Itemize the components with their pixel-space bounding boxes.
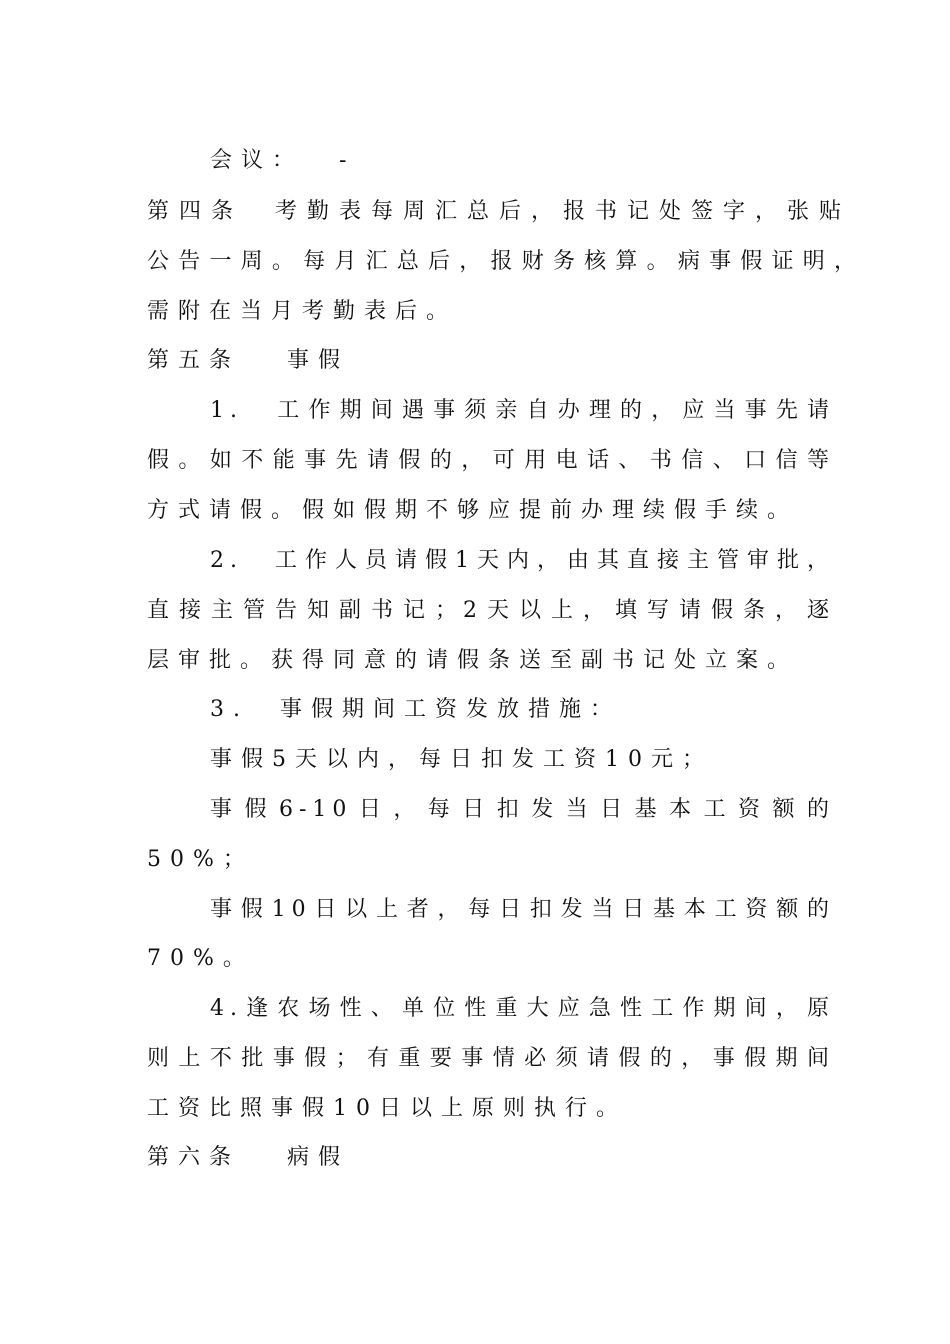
item-2-line-1: 2. 工作人员请假1天内，由其直接主管审批， <box>210 548 835 573</box>
item-2-line-3: 层审批。获得同意的请假条送至副书记处立案。 <box>147 648 799 673</box>
article-4-line-1: 第四条 考勤表每周汇总后，报书记处签字，张贴 <box>147 199 847 224</box>
article-4-line-2: 公告一周。每月汇总后，报财务核算。病事假证明， <box>147 249 862 274</box>
article-4-line-3: 需附在当月考勤表后。 <box>147 299 458 324</box>
item-4-line-2: 则上不批事假；有重要事情必须请假的，事假期间 <box>147 1046 835 1071</box>
item-1-line-1: 1. 工作期间遇事须亲自办理的，应当事先请 <box>210 398 835 423</box>
item-4-line-1: 4.逢农场性、单位性重大应急性工作期间，原 <box>210 996 835 1021</box>
item-4-line-3: 工资比照事假10日以上原则执行。 <box>147 1096 627 1121</box>
item-3-rule-2-line-1: 事假6-10日，每日扣发当日基本工资额的 <box>210 797 835 822</box>
item-1-line-3: 方式请假。假如假期不够应提前办理续假手续。 <box>147 498 799 523</box>
item-3-rule-1: 事假5天以内，每日扣发工资10元； <box>210 747 713 772</box>
item-3-rule-3-line-2: 70%。 <box>147 946 254 971</box>
item-3-heading: 3. 事假期间工资发放措施： <box>210 697 621 722</box>
item-3-rule-2-line-2: 50%； <box>147 847 254 872</box>
article-5-heading: 第五条 事假 <box>147 348 349 373</box>
article-6-heading: 第六条 病假 <box>147 1145 349 1170</box>
item-3-rule-3-line-1: 事假10日以上者，每日扣发当日基本工资额的 <box>210 897 835 922</box>
item-1-line-2: 假。如不能事先请假的，可用电话、书信、口信等 <box>147 448 835 473</box>
meeting-line: 会议： - <box>210 148 356 173</box>
item-2-line-2: 直接主管告知副书记；2天以上，填写请假条，逐 <box>147 598 835 623</box>
